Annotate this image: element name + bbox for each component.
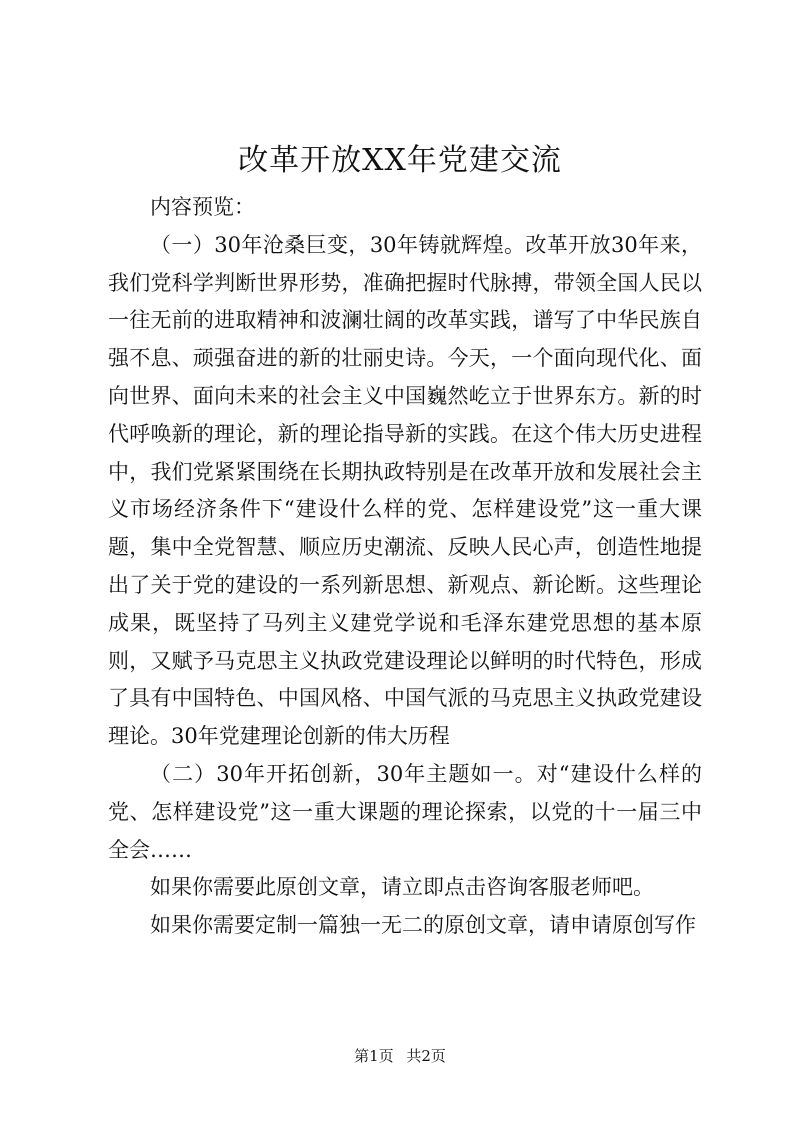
paragraph-two: （二）30年开拓创新，30年主题如一。对“建设什么样的党、怎样建设党”这一重大课题的理论探索，以党的十一届三中全会…… <box>108 761 702 862</box>
page-total: 共2页 <box>406 1047 446 1065</box>
preview-label: 内容预览： <box>150 195 255 219</box>
page-footer <box>0 1046 800 1066</box>
paragraph-one: （一）30年沧桑巨变，30年铸就辉煌。改革开放30年来，我们党科学判断世界形势，准确把握时代脉搏，带领全国人民以一往无前的进取精神和波澜壮阔的改革实践，谱写了中华民族自强不息、顽强奋进的新的壮丽史诗。今天，一个面向现代化、面向世界、面向未来的社会主义中国巍然屹立于世界东方。新的时代呼唤新的理论，新的理论指导新的实践。在这个伟大历史进程中，我们党紧紧围绕在长期执政特别是在改革开放和发展社会主义市场经济条件下“建设什么样的党、怎样建设党”这一重大课题，集中全党智慧、顺应历史潮流、反映人民心声，创造性地提出了关于党的建设的一系列新思想、新观点、新论断。这些理论成果，既坚持了马列主义建党学说和毛泽东建党思想的基本原则，又赋予马克思主义执政党建设理论以鲜明的时代特色，形成了具有中国特色、中国风格、中国气派的马克思主义执政党建设理论。30年党建理论创新的伟大历程 <box>108 232 702 749</box>
custom-writing-text[interactable]: 如果你需要定制一篇独一无二的原创文章，请申请原创写作 <box>150 913 696 938</box>
document-body <box>108 189 702 945</box>
page-number: 第1页 <box>354 1047 394 1065</box>
consult-link-text[interactable]: 如果你需要此原创文章，请立即点击咨询客服老师吧。 <box>150 875 654 900</box>
document-title: 改革开放XX年党建交流 <box>238 143 562 178</box>
